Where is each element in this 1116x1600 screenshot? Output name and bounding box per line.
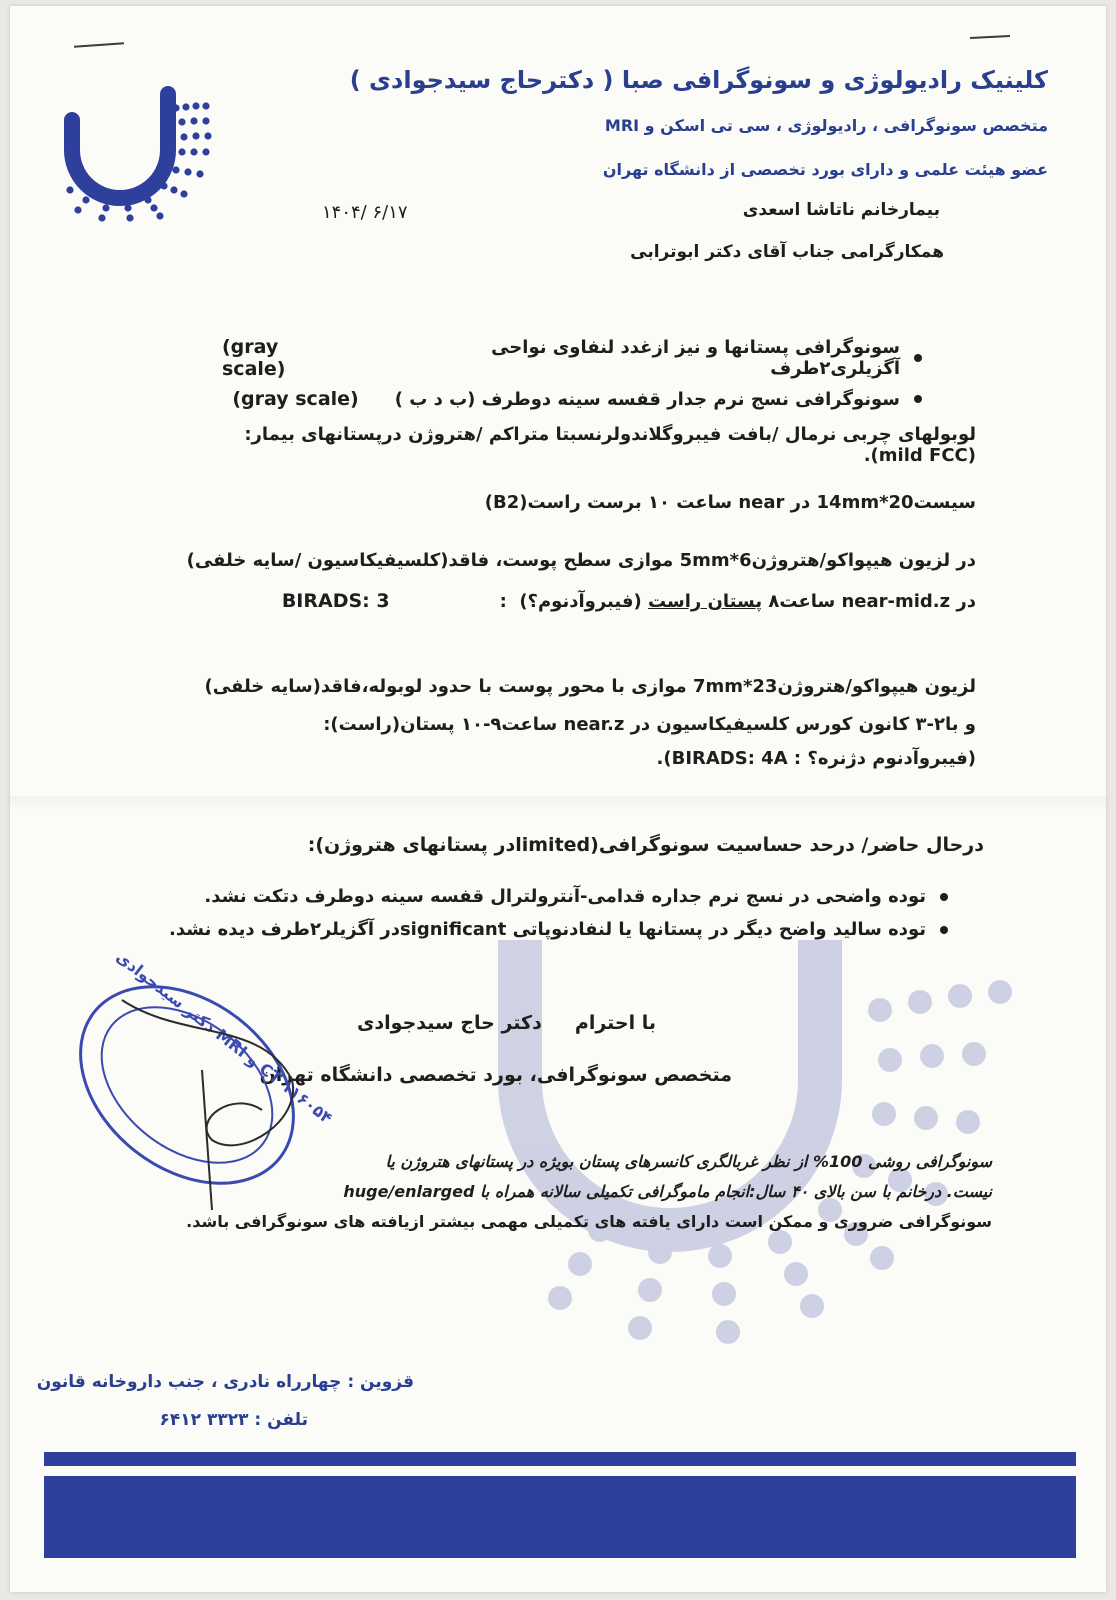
finding-cyst: سیست20*14mm در near ساعت ۱۰ برست راست(B2): [484, 492, 976, 513]
finding-lesion2-line2: و با۲-۳ کانون کورس کلسیفیکاسیون در near.z ساعت۹-۱۰ پستان(راست):: [323, 714, 976, 735]
disclaimer-line2: huge/enlarged نیست. درخانم با سن بالای ۴۰ سال:انجام ماموگرافی تکمیلی سالانه همراه با: [343, 1182, 992, 1201]
conclusion-heading: درحال حاضر/ درحد حساسیت سونوگرافی(limitedدر پستانهای هتروژن):: [307, 834, 984, 856]
bullet-icon: [914, 395, 922, 403]
footer-phone: تلفن : ۳۳۲۳ ۶۴۱۲: [159, 1410, 308, 1430]
referrer-line: همکارگرامی جناب آقای دکتر ابوترابی: [630, 242, 944, 262]
footer-address: قزوین : چهارراه نادری ، جنب داروخانه قانون: [36, 1372, 414, 1392]
exam-mode: (gray scale): [222, 336, 286, 380]
conclusion-item: [128, 919, 948, 940]
finding-lesion1-line1: در لزیون هیپواکو/هتروژن6*5mm موازی سطح پوست، فاقد(کلسیفیکاسیون /سایه خلفی): [186, 550, 976, 571]
footer-band-thick: [44, 1476, 1076, 1558]
bullet-icon: [940, 926, 948, 934]
footer-band-thin: [44, 1452, 1076, 1466]
bullet-icon: [914, 354, 922, 362]
signature-title: متخصص سونوگرافی، بورد تخصصی دانشگاه تهران: [259, 1064, 732, 1086]
stamp-text: دکتر سیدجوادی MRI و CT ۱۱۶۰۵۴: [112, 947, 336, 1128]
report-date: ۱۴۰۴/ ۶/۱۷: [322, 202, 408, 223]
clinic-logo-icon: [58, 80, 218, 230]
paper-fold: [10, 796, 1106, 810]
exam-item: [222, 336, 922, 380]
finding-lesion1-line2: [176, 590, 976, 612]
finding-lesion2-line1: لزیون هیپواکو/هتروژن23*7mm موازی با محور پوست با حدود لوبوله،فاقد(سایه خلفی): [204, 676, 976, 697]
exam-item: [222, 388, 922, 410]
lesion1-birads: BIRADS: 3: [281, 590, 390, 612]
lesion1-side: پستان راست: [648, 591, 763, 612]
conclusion-item: [128, 886, 948, 907]
exam-text: سونوگرافی نسج نرم جدار قفسه سینه دوطرف (ب د ب ): [394, 388, 900, 410]
lesion1-impression: (فیبروآدنوم؟) :: [499, 591, 648, 612]
lesion1-location: در near-mid.z ساعت۸: [762, 591, 976, 612]
exam-list: [222, 336, 922, 410]
signature-regards: با احترام دکتر حاج سیدجوادی: [357, 1012, 656, 1034]
clinic-name: کلینیک رادیولوژی و سونوگرافی صبا ( دکترحاج سیدجوادی ): [349, 66, 1048, 94]
conclusion-text: توده سالید واضح دیگر در پستانها یا لنفادنوپاتی significantدر آگزیلر۲طرف دیده نشد.: [169, 919, 926, 940]
exam-text: سونوگرافی پستانها و نیز ازغدد لنفاوی نواحی آگزیلری۲طرف: [491, 337, 900, 379]
patient-name: بیمارخانم ناتاشا اسعدی: [742, 200, 940, 220]
conclusion-list: [128, 886, 948, 940]
finding-lobules: لوبولهای چربی نرمال /بافت فیبروگلاندولرنسبتا متراکم /هتروژن درپستانهای بیمار: (mild FCC).: [244, 424, 976, 466]
clinic-specialty: متخصص سونوگرافی ، رادیولوژی ، سی تی اسکن و MRI: [604, 116, 1048, 135]
clinic-affiliation: عضو هیئت علمی و دارای بورد تخصصی از دانشگاه تهران: [602, 160, 1048, 179]
exam-mode: (gray scale): [232, 388, 359, 410]
disclaimer-line3: سونوگرافی ضروری و ممکن است دارای یافته های تکمیلی مهمی بیشتر ازیافته های سونوگرافی باشد.: [186, 1212, 992, 1231]
bullet-icon: [940, 893, 948, 901]
disclaimer-line1: سونوگرافی روشی 100% از نظر غربالگری کانسرهای پستان بویژه در پستانهای هتروژن یا: [385, 1152, 992, 1171]
finding-lesion2-line3: (فیبروآدنوم دژنره؟ : BIRADS: 4A).: [656, 748, 976, 769]
conclusion-text: توده واضحی در نسج نرم جداره قدامی-آنترولترال قفسه سینه دوطرف دتکت نشد.: [204, 886, 926, 907]
